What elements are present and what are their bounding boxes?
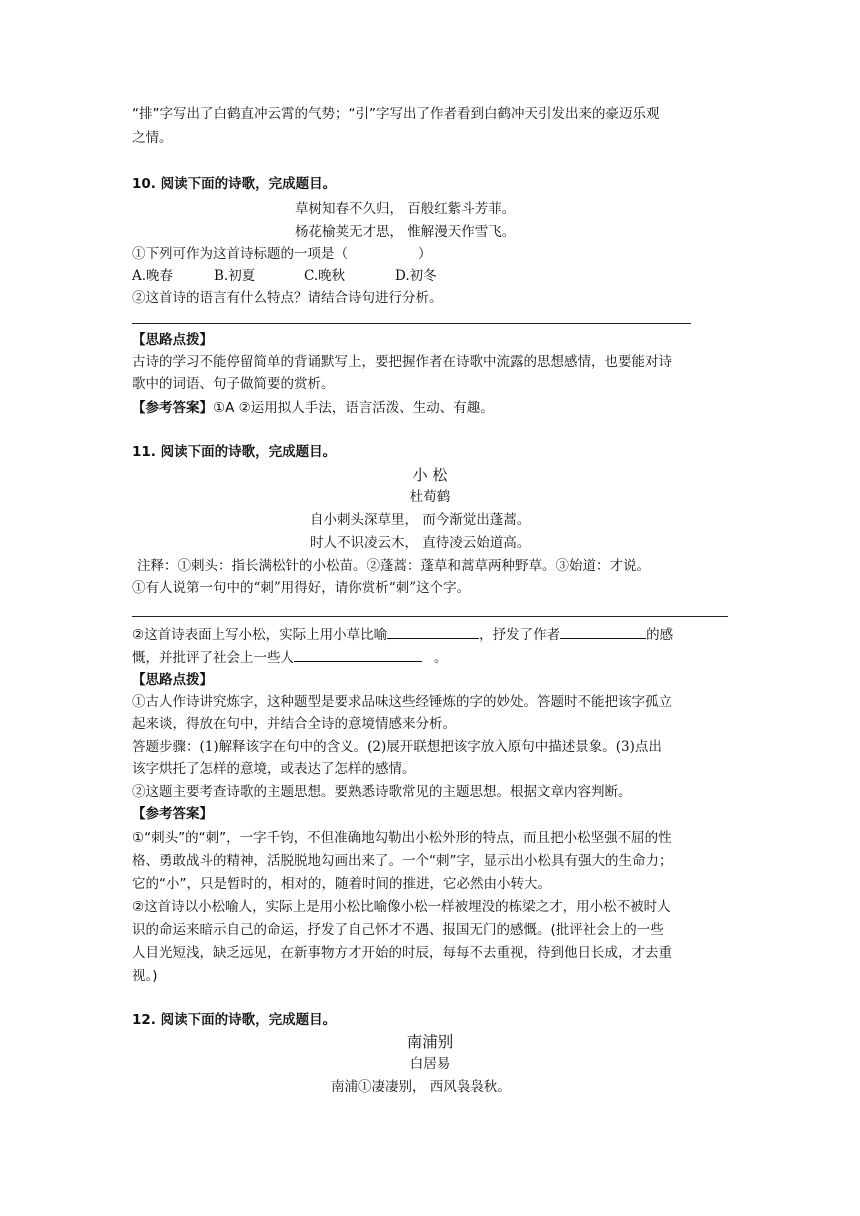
q10-poem-line-1: 草树知春不久归， 百般红紫斗芳菲。 xyxy=(295,201,516,217)
q10-sub-question-1 xyxy=(132,244,432,264)
q11-hint-line-4: 该字烘托了怎样的意境，或表达了怎样的感情。 xyxy=(132,761,416,777)
q10-option-b: B.初夏 xyxy=(214,268,256,284)
q10-option-a: A.晚春 xyxy=(132,268,174,284)
q11-answer-line-5: 识的命运来暗示自己的命运，抒发了自己怀才不遇、报国无门的感慨。(批评社会上的一些 xyxy=(132,922,664,938)
q10-answer xyxy=(132,398,494,418)
q11-answer-line-4: ②这首诗以小松喻人，实际上是用小松比喻像小松一样被埋没的栋梁之才，用小松不被时人 xyxy=(132,899,671,915)
q11-hint-line-5: ②这题主要考查诗歌的主题思想。要熟悉诗歌常见的主题思想。根据文章内容判断。 xyxy=(132,784,632,800)
q11-sub2-part-b: ，抒发了作者 xyxy=(479,627,561,643)
prev-answer-line-1: “排”字写出了白鹤直冲云霄的气势；“引”字写出了作者看到白鹤冲天引发出来的豪迈乐观 xyxy=(132,106,660,122)
prev-answer-line-2: 之情。 xyxy=(132,130,173,146)
q10-heading: 10. 阅读下面的诗歌，完成题目。 xyxy=(132,176,337,192)
q12-poem-author xyxy=(0,1054,860,1074)
q11-sub-question-1: ①有人说第一句中的“刺”用得好，请你赏析“刺”这个字。 xyxy=(132,580,471,596)
q11-sub-question-2-line-2 xyxy=(132,647,448,668)
q12-poem-line-1: 南浦①凄凄别， 西风袅袅秋。 xyxy=(331,1079,511,1095)
q10-hint-label: 【思路点拨】 xyxy=(132,332,213,348)
q11-sub2-part-c: 的感 xyxy=(646,627,674,643)
q11-answer-line-1: ①“刺头”的“刺”，一字千钧，不但准确地勾勒出小松外形的特点，而且把小松坚强不屈的性 xyxy=(132,830,672,846)
q11-answer-line-2: 格、勇敢战斗的精神，活脱脱地勾画出来了。一个“刺”字，显示出小松具有强大的生命力； xyxy=(132,853,673,869)
q10-sub1-text: ①下列可作为这首诗标题的一项是（ xyxy=(132,246,348,262)
q11-sub2-part-a: ②这首诗表面上写小松，实际上用小草比喻 xyxy=(132,627,388,643)
q10-hint-line-2: 歌中的词语、句子做简要的赏析。 xyxy=(132,376,335,392)
q11-notes: 注释：①刺头：指长满松针的小松苗。②蓬蒿：蓬草和蒿草两种野草。③始道：才说。 xyxy=(137,558,650,574)
q11-poem-title-text: 小 松 xyxy=(412,466,448,484)
q11-heading: 11. 阅读下面的诗歌，完成题目。 xyxy=(132,444,337,460)
q12-poem-title-text: 南浦别 xyxy=(406,1033,454,1051)
q11-poem-line-1: 自小刺头深草里， 而今渐觉出蓬蒿。 xyxy=(310,512,531,528)
q11-hint-line-1: ①古人作诗讲究炼字，这种题型是要求品味这些经锤炼的字的妙处。答题时不能把该字孤立 xyxy=(132,694,672,710)
q11-answer-line xyxy=(132,616,728,617)
q12-poem-title xyxy=(0,1032,860,1052)
q10-answer-line xyxy=(132,323,691,324)
q12-heading: 12. 阅读下面的诗歌，完成题目。 xyxy=(132,1012,337,1028)
q11-blank-1 xyxy=(387,624,479,639)
q10-poem-line-2: 杨花榆荚无才思， 惟解漫天作雪飞。 xyxy=(295,224,516,240)
q10-answer-label: 【参考答案】 xyxy=(132,400,213,416)
q11-sub2-part-d: 慨，并批评了社会上一些人 xyxy=(132,650,294,666)
q10-option-d: D.初冬 xyxy=(395,268,437,284)
q12-poem-author-text: 白居易 xyxy=(409,1056,451,1072)
q10-sub1-close: ） xyxy=(418,246,432,262)
q11-answer-label: 【参考答案】 xyxy=(132,806,213,822)
q11-hint-line-3: 答题步骤：(1)解释该字在句中的含义。(2)展开联想把该字放入原句中描述景象。(3)点出 xyxy=(132,739,662,755)
q11-answer-line-6: 人目光短浅，缺乏远见，在新事物方才开始的时辰，每每不去重视，待到他日长成，才去重 xyxy=(132,945,672,961)
q11-poem-title xyxy=(0,465,860,485)
q10-option-c: C.晚秋 xyxy=(304,268,346,284)
q11-sub-question-2-line-1 xyxy=(132,624,673,645)
q10-answer-text: ①A ②运用拟人手法，语言活泼、生动、有趣。 xyxy=(213,400,494,416)
q11-hint-line-2: 起来谈，得放在句中，并结合全诗的意境情感来分析。 xyxy=(132,716,456,732)
q11-blank-3 xyxy=(294,647,422,662)
q11-poem-author xyxy=(0,487,860,507)
q11-sub2-part-e: 。 xyxy=(434,650,448,666)
q10-hint-line-1: 古诗的学习不能停留简单的背诵默写上，要把握作者在诗歌中流露的思想感情，也要能对诗 xyxy=(132,354,672,370)
q11-answer-line-7: 视。) xyxy=(132,968,158,984)
q10-sub-question-2: ②这首诗的语言有什么特点？请结合诗句进行分析。 xyxy=(132,290,443,306)
q11-poem-author-text: 杜荀鹤 xyxy=(409,489,451,505)
q11-blank-2 xyxy=(560,624,646,639)
q10-options xyxy=(132,266,437,286)
q11-answer-line-3: 它的“小”，只是暂时的，相对的，随着时间的推进，它必然由小转大。 xyxy=(132,876,551,892)
q11-hint-label: 【思路点拨】 xyxy=(132,672,213,688)
q11-poem-line-2: 时人不识凌云木， 直待凌云始道高。 xyxy=(310,535,531,551)
